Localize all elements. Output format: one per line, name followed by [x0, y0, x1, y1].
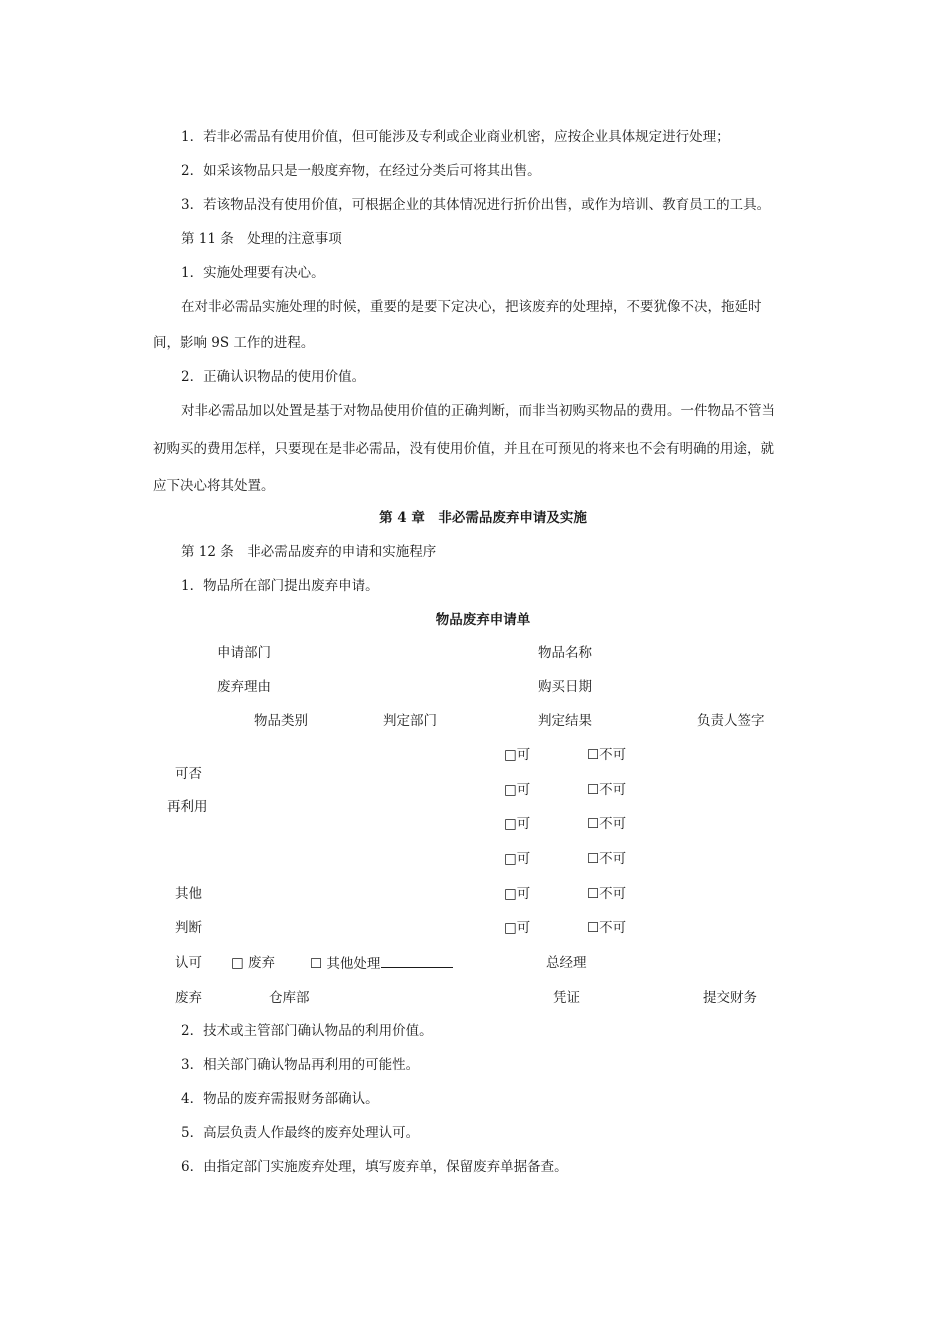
list-item-2: 2．如采该物品只是一般度弃物，在经过分类后可将其出售。: [181, 163, 541, 179]
item-name-label: 物品名称: [538, 645, 592, 661]
list-item-3: 3．若该物品没有使用价值，可根据企业的其体情况进行折价出售，或作为培训、教育员工的工具。: [181, 197, 771, 213]
other-label-line-2: 判断: [175, 920, 202, 936]
checkbox-no[interactable]: ☐不可: [587, 920, 627, 936]
checkbox-yes[interactable]: □可: [504, 920, 531, 936]
other-option-checkbox[interactable]: ☐ 其他处理: [310, 956, 381, 972]
header-judge-dept: 判定部门: [383, 713, 437, 729]
submit-finance-label: 提交财务: [703, 990, 757, 1006]
purchase-date-label: 购买日期: [538, 679, 592, 695]
step-3: 3．相关部门确认物品再利用的可能性。: [181, 1057, 420, 1073]
form-title: 物品废弃申请单: [435, 612, 531, 628]
step-5: 5．高层负责人作最终的废弃处理认可。: [181, 1125, 420, 1141]
paragraph-1-line-1: 在对非必需品实施处理的时候，重要的是要下定决心，把该废弃的处理掉，不要犹像不决，拖延时: [181, 299, 762, 315]
article-12-heading: 第 12 条 非必需品废弃的申请和实施程序: [181, 544, 437, 560]
apply-dept-label: 申请部门: [217, 645, 271, 661]
step-2: 2．技术或主管部门确认物品的利用价值。: [181, 1023, 433, 1039]
step-1: 1．物品所在部门提出废弃申请。: [181, 578, 379, 594]
step-4: 4．物品的废弃需报财务部确认。: [181, 1091, 379, 1107]
checkbox-yes[interactable]: □可: [504, 851, 531, 867]
chapter-heading: 第 4 章 非必需品废弃申请及实施: [379, 510, 587, 526]
header-judge-result: 判定结果: [538, 713, 592, 729]
paragraph-2-line-1: 对非必需品加以处置是基于对物品使用价值的正确判断，而非当初购买物品的费用。一件物品不管当: [181, 403, 775, 419]
step-6: 6．由指定部门实施废弃处理，填写废弃单，保留废弃单据备查。: [181, 1159, 568, 1175]
warehouse-label: 仓库部: [269, 990, 310, 1006]
discard-reason-label: 废弃理由: [217, 679, 271, 695]
discard-option-checkbox[interactable]: □ 废弃: [231, 955, 276, 971]
voucher-label: 凭证: [553, 990, 580, 1006]
article-11-heading: 第 11 条 处理的注意事项: [181, 231, 342, 247]
reuse-label-line-2: 再利用: [167, 799, 208, 815]
header-signature: 负责人签字: [697, 713, 765, 729]
general-manager-label: 总经理: [546, 955, 587, 971]
checkbox-no[interactable]: ☐不可: [587, 886, 627, 902]
other-option-blank[interactable]: [381, 954, 453, 968]
sub-item-2: 2．正确认识物品的使用价值。: [181, 369, 366, 385]
checkbox-no[interactable]: ☐不可: [587, 782, 627, 798]
sub-item-1: 1．实施处理要有决心。: [181, 265, 325, 281]
checkbox-no[interactable]: ☐不可: [587, 851, 627, 867]
checkbox-yes[interactable]: □可: [504, 816, 531, 832]
header-item-category: 物品类别: [254, 713, 308, 729]
discard-label: 废弃: [175, 990, 202, 1006]
checkbox-yes[interactable]: □可: [504, 886, 531, 902]
checkbox-yes[interactable]: □可: [504, 747, 531, 763]
checkbox-yes[interactable]: □可: [504, 782, 531, 798]
reuse-label-line-1: 可否: [175, 766, 202, 782]
paragraph-2-line-2: 初购买的费用怎样，只要现在是非必需品，没有使用价值，并且在可预见的将来也不会有明确的用途，就: [153, 441, 774, 457]
approve-label: 认可: [175, 955, 202, 971]
checkbox-no[interactable]: ☐不可: [587, 816, 627, 832]
paragraph-2-line-3: 应下决心将其处置。: [153, 478, 275, 494]
list-item-1: 1．若非必需品有使用价值，但可能涉及专利或企业商业机密，应按企业具体规定进行处理；: [181, 129, 730, 145]
checkbox-no[interactable]: ☐不可: [587, 747, 627, 763]
other-label-line-1: 其他: [175, 886, 202, 902]
other-option-row[interactable]: [310, 954, 453, 973]
paragraph-1-line-2: 间，影响 9S 工作的进程。: [153, 335, 315, 351]
